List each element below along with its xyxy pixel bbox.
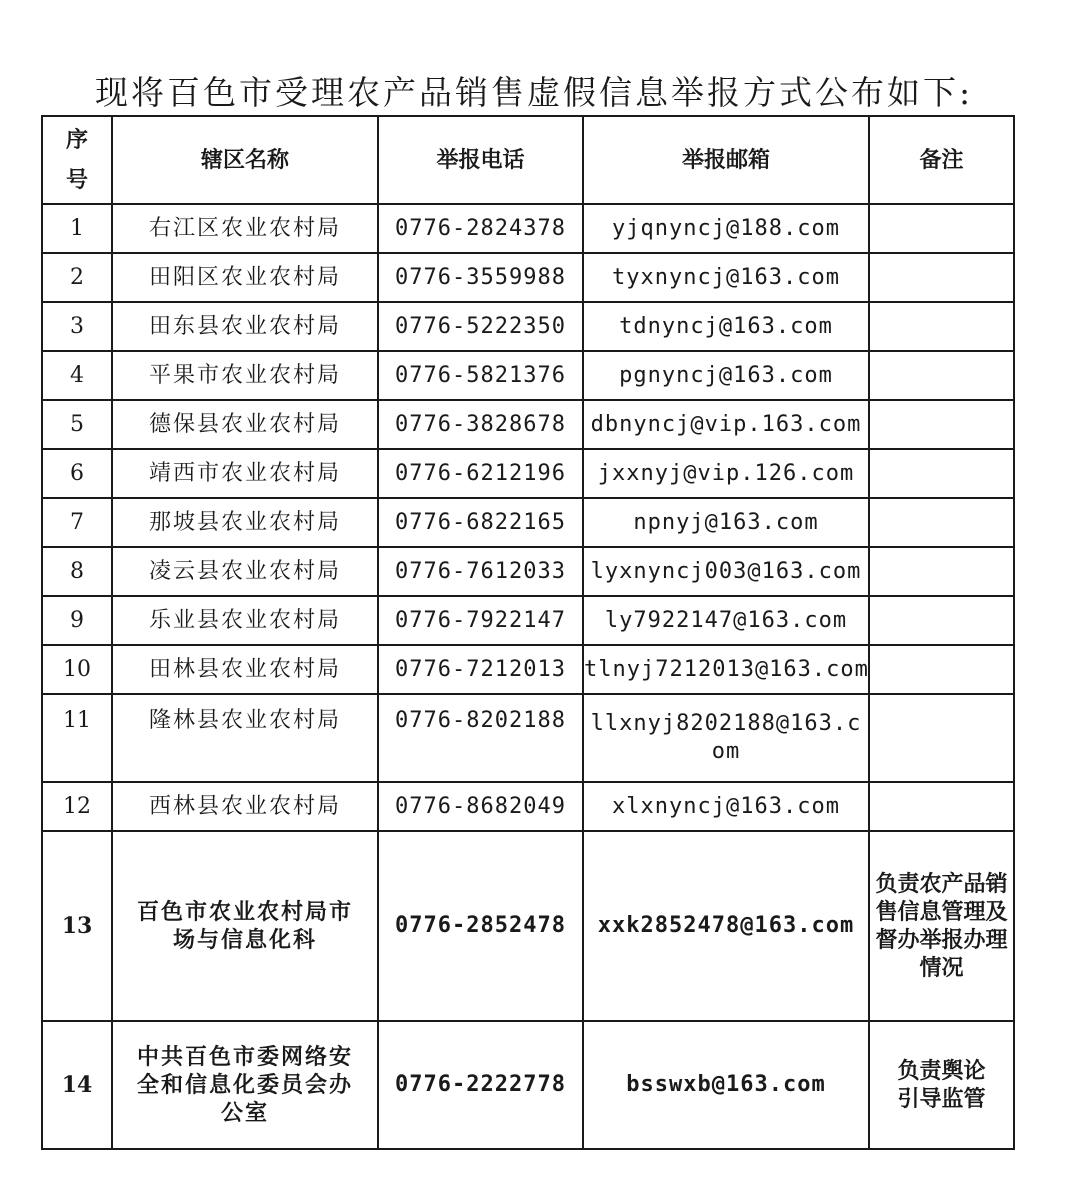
row-number: 5 [42, 400, 112, 449]
row-number: 12 [42, 782, 112, 831]
note-cell [869, 253, 1014, 302]
district-name: 田阳区农业农村局 [112, 253, 378, 302]
row-number: 1 [42, 204, 112, 253]
table-row [42, 694, 1014, 782]
table-row [42, 302, 1014, 351]
district-name: 田东县农业农村局 [112, 302, 378, 351]
report-email: tyxnyncj@163.com [583, 253, 869, 302]
row-number: 13 [42, 831, 112, 1021]
table-row [42, 1021, 1014, 1149]
report-email: tdnyncj@163.com [583, 302, 869, 351]
report-email: llxnyj8202188@163.com [583, 694, 869, 782]
report-phone: 0776-6822165 [378, 498, 583, 547]
district-name: 隆林县农业农村局 [112, 694, 378, 782]
report-email: lyxnyncj003@163.com [583, 547, 869, 596]
report-email: jxxnyj@vip.126.com [583, 449, 869, 498]
table-row [42, 782, 1014, 831]
table-header-row [42, 116, 1014, 204]
district-name: 德保县农业农村局 [112, 400, 378, 449]
report-email: npnyj@163.com [583, 498, 869, 547]
header-phone: 举报电话 [378, 116, 583, 204]
note-cell [869, 596, 1014, 645]
row-number: 14 [42, 1021, 112, 1149]
report-phone: 0776-2824378 [378, 204, 583, 253]
row-number: 2 [42, 253, 112, 302]
district-name: 百色市农业农村局市场与信息化科 [112, 831, 378, 1021]
report-email: tlnyj7212013@163.com [583, 645, 869, 694]
district-name: 乐业县农业农村局 [112, 596, 378, 645]
table-row [42, 498, 1014, 547]
table-row [42, 204, 1014, 253]
note-cell [869, 449, 1014, 498]
report-phone: 0776-7922147 [378, 596, 583, 645]
report-phone: 0776-7612033 [378, 547, 583, 596]
report-phone: 0776-8202188 [378, 694, 583, 782]
table-row [42, 449, 1014, 498]
header-note: 备注 [869, 116, 1014, 204]
district-name: 那坡县农业农村局 [112, 498, 378, 547]
table-row [42, 831, 1014, 1021]
report-phone: 0776-5222350 [378, 302, 583, 351]
note-cell [869, 204, 1014, 253]
report-email: xlxnyncj@163.com [583, 782, 869, 831]
row-number: 9 [42, 596, 112, 645]
row-number: 6 [42, 449, 112, 498]
report-phone: 0776-6212196 [378, 449, 583, 498]
report-phone: 0776-3828678 [378, 400, 583, 449]
report-contact-table [41, 115, 1015, 1150]
note-cell [869, 694, 1014, 782]
note-cell: 负责舆论引导监管 [869, 1021, 1014, 1149]
report-phone: 0776-3559988 [378, 253, 583, 302]
district-name: 右江区农业农村局 [112, 204, 378, 253]
district-name: 中共百色市委网络安全和信息化委员会办公室 [112, 1021, 378, 1149]
report-phone: 0776-7212013 [378, 645, 583, 694]
district-name: 凌云县农业农村局 [112, 547, 378, 596]
report-email: yjqnyncj@188.com [583, 204, 869, 253]
report-phone: 0776-2852478 [378, 831, 583, 1021]
report-email: pgnyncj@163.com [583, 351, 869, 400]
note-cell [869, 645, 1014, 694]
table-row [42, 253, 1014, 302]
table-row [42, 400, 1014, 449]
district-name: 西林县农业农村局 [112, 782, 378, 831]
report-email: xxk2852478@163.com [583, 831, 869, 1021]
report-phone: 0776-5821376 [378, 351, 583, 400]
page-title: 现将百色市受理农产品销售虚假信息举报方式公布如下: [94, 73, 974, 112]
row-number: 8 [42, 547, 112, 596]
district-name: 田林县农业农村局 [112, 645, 378, 694]
table-row [42, 351, 1014, 400]
table-row [42, 596, 1014, 645]
note-cell [869, 498, 1014, 547]
report-email: dbnyncj@vip.163.com [583, 400, 869, 449]
note-cell [869, 400, 1014, 449]
note-cell [869, 351, 1014, 400]
row-number: 3 [42, 302, 112, 351]
report-email: ly7922147@163.com [583, 596, 869, 645]
header-email: 举报邮箱 [583, 116, 869, 204]
header-seq: 序 号 [42, 116, 112, 204]
report-email: bsswxb@163.com [583, 1021, 869, 1149]
table-row [42, 547, 1014, 596]
note-cell [869, 782, 1014, 831]
row-number: 10 [42, 645, 112, 694]
table-row [42, 645, 1014, 694]
row-number: 4 [42, 351, 112, 400]
header-district: 辖区名称 [112, 116, 378, 204]
row-number: 11 [42, 694, 112, 782]
report-phone: 0776-8682049 [378, 782, 583, 831]
district-name: 平果市农业农村局 [112, 351, 378, 400]
row-number: 7 [42, 498, 112, 547]
note-cell: 负责农产品销售信息管理及督办举报办理情况 [869, 831, 1014, 1021]
report-phone: 0776-2222778 [378, 1021, 583, 1149]
district-name: 靖西市农业农村局 [112, 449, 378, 498]
note-cell [869, 547, 1014, 596]
note-cell [869, 302, 1014, 351]
